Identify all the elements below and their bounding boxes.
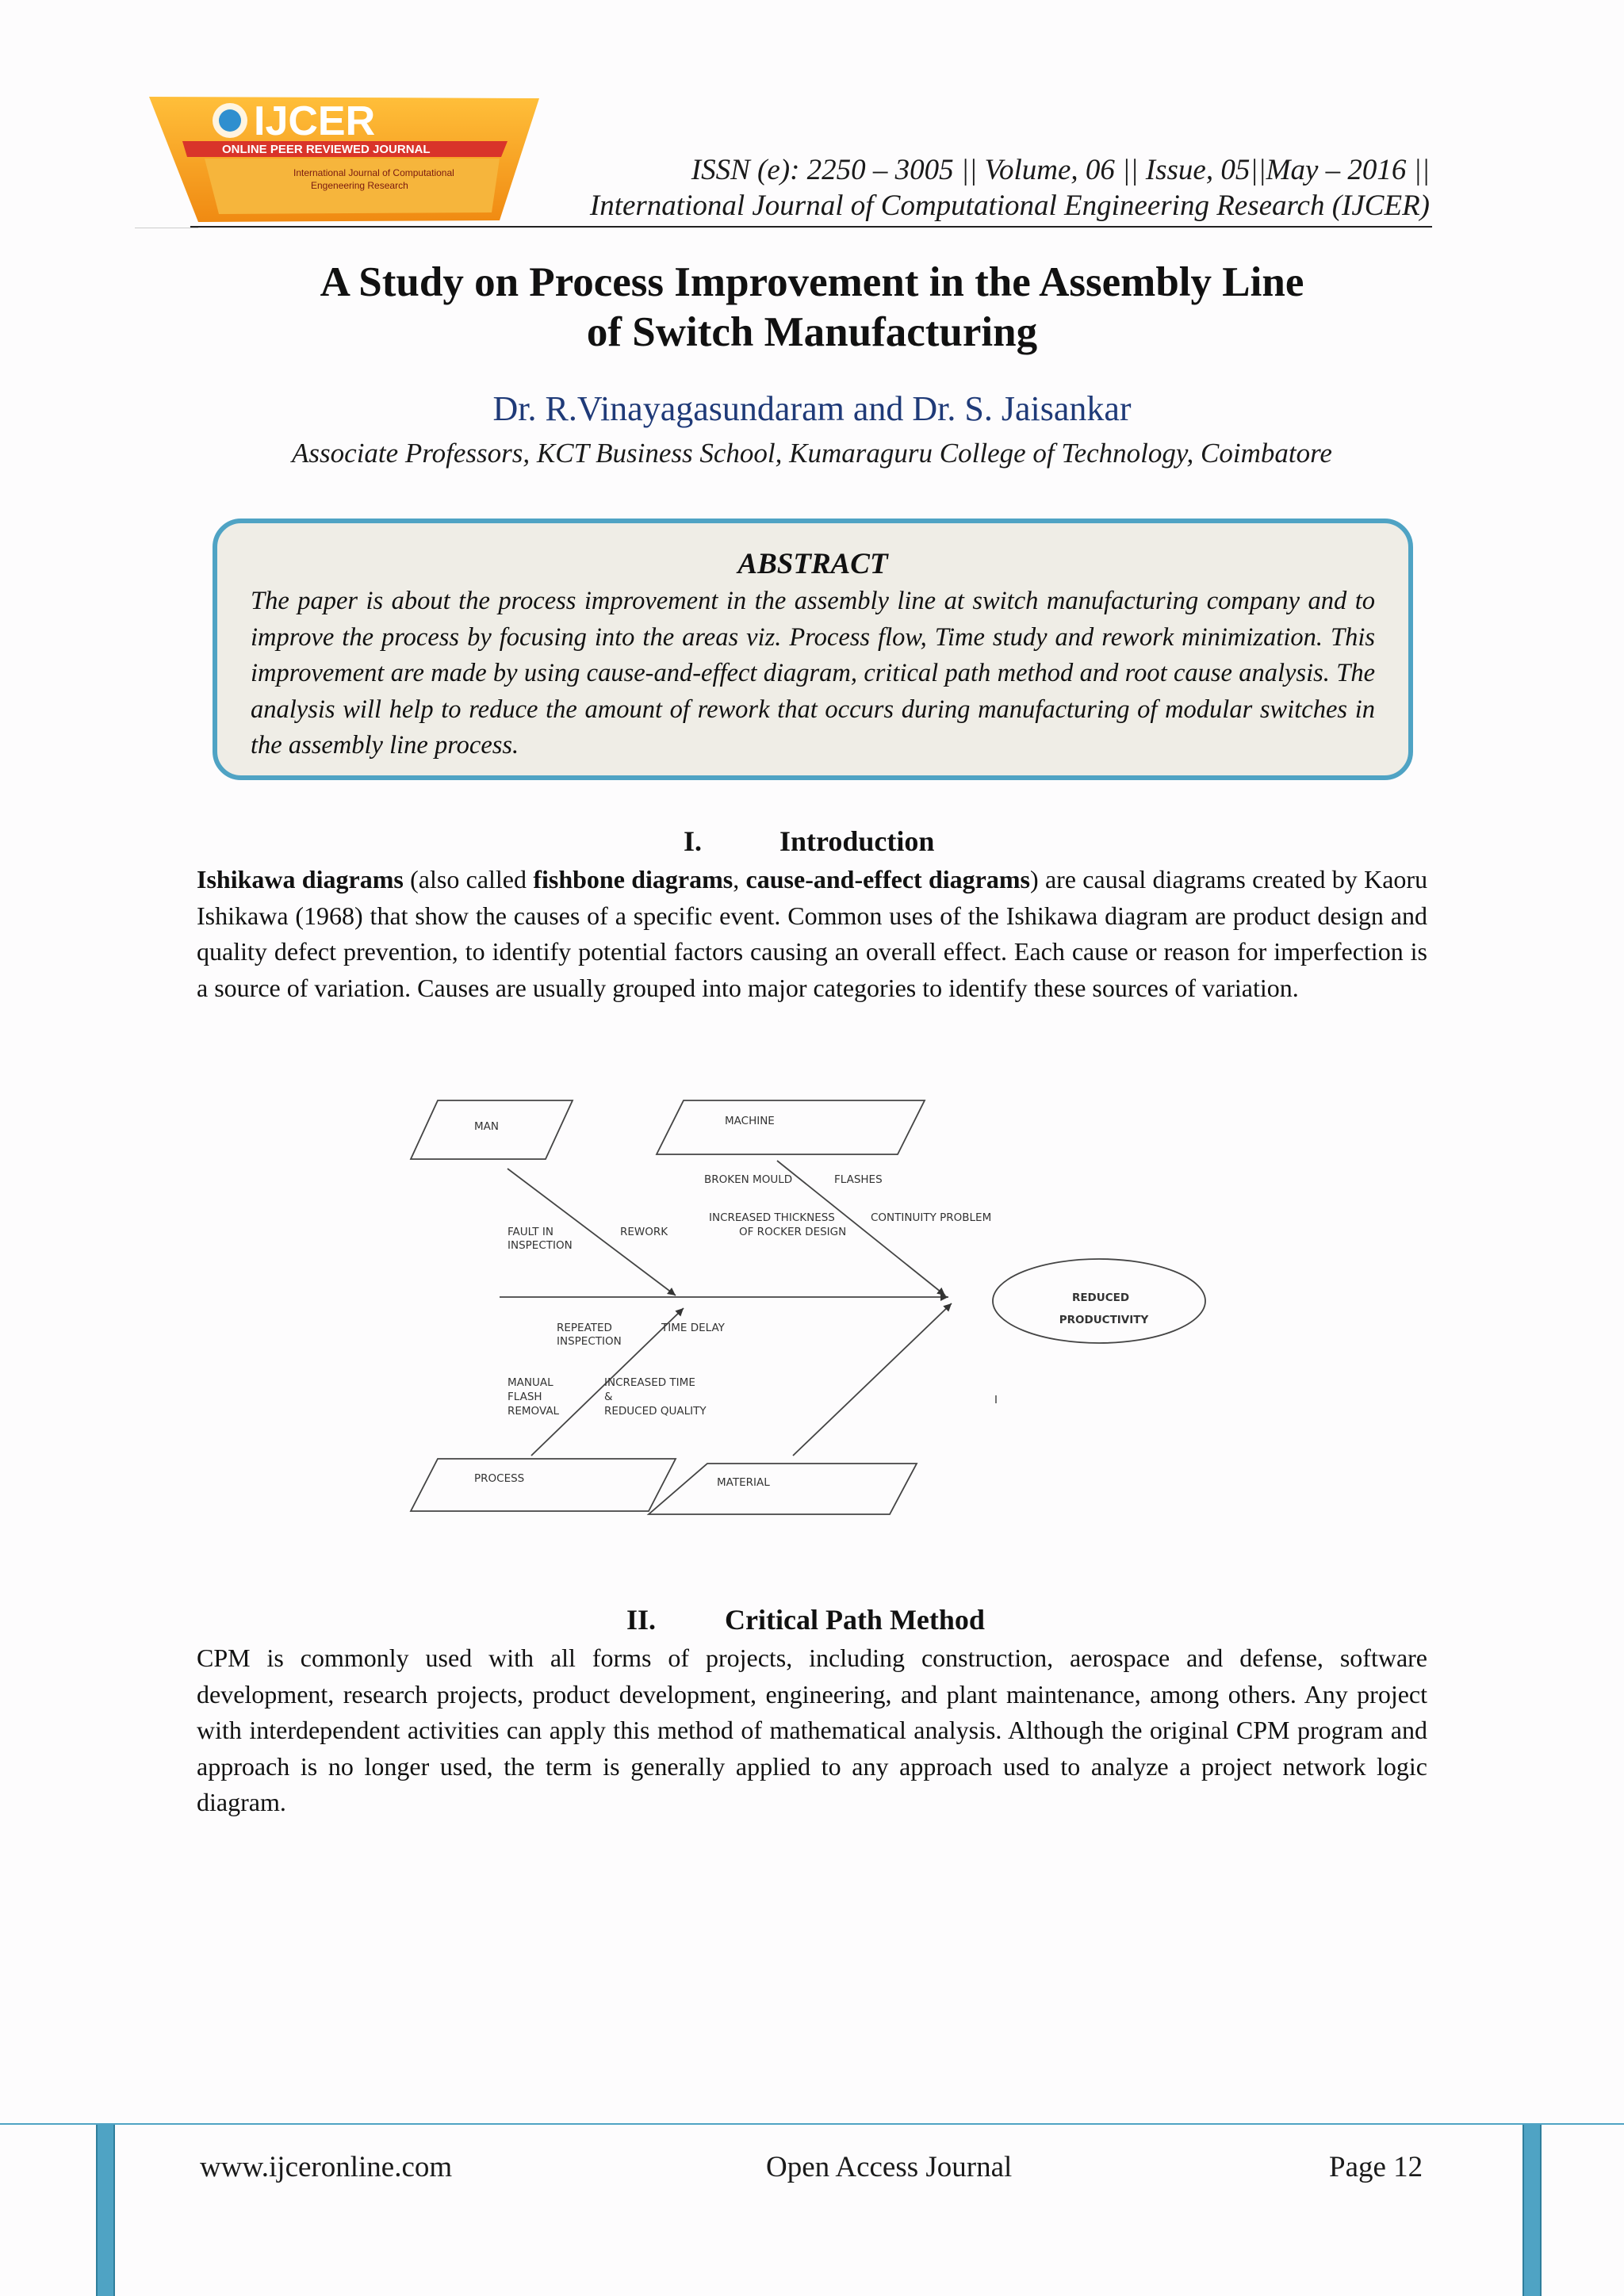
cause-label: FAULT IN: [508, 1226, 553, 1238]
footer-bar-right: [1522, 2125, 1542, 2296]
cause-label: OF ROCKER DESIGN: [739, 1226, 847, 1238]
section-title: Introduction: [779, 825, 935, 857]
section-number: I.: [684, 825, 703, 857]
page-number: Page 12: [1329, 2151, 1423, 2183]
cause-label: REDUCED QUALITY: [604, 1405, 707, 1418]
effect-label: PRODUCTIVITY: [1059, 1314, 1149, 1326]
term-fishbone: fishbone diagrams: [533, 865, 733, 894]
logo-text: IJCER: [254, 98, 376, 144]
category-box-machine: [657, 1100, 925, 1154]
logo-tagline: ONLINE PEER REVIEWED JOURNAL: [222, 143, 431, 156]
category-box-material: [649, 1464, 917, 1514]
journal-name: International Journal of Computational Engineering Research (IJCER): [589, 189, 1430, 222]
author-affiliation: Associate Professors, KCT Business School, Kumaraguru College of Technology, Coimbatore: [292, 438, 1332, 469]
footer-website: www.ijceronline.com: [200, 2151, 453, 2183]
abstract-text: The paper is about the process improvement in the assembly line at switch manufacturing company and to improve the process by focusing into the areas viz. Process flow, Time study and rework minimization. This improvement are made by using cause-and-effect diagram, critical path method and root cause analysis. The analysis will help to reduce the amount of rework that occurs during manufacturing of modular switches in the assembly line process.: [251, 587, 1375, 760]
cause-label: INSPECTION: [508, 1239, 573, 1252]
footer-divider: [0, 2123, 1624, 2125]
intro-text: ,: [733, 865, 746, 894]
paper-title-line-1: A Study on Process Improvement in the Assembly Line: [320, 259, 1304, 305]
cause-label: INSPECTION: [557, 1335, 622, 1348]
cause-label: INCREASED THICKNESS: [709, 1211, 835, 1224]
cause-label: &: [604, 1391, 613, 1403]
cause-label: REWORK: [620, 1226, 668, 1238]
cause-label: BROKEN MOULD: [704, 1173, 793, 1186]
term-ishikawa: Ishikawa diagrams: [197, 865, 404, 894]
logo-subtitle: Engeneering Research: [311, 180, 408, 191]
category-box-process: [411, 1459, 676, 1511]
intro-text: ) are causal diagrams created by Kaoru Ishikawa (1968) that show the causes of a specific event. Common uses of the Ishikawa diagram are product design and quality defect prevention, to identify potential factors causing an overall effect. Each cause or reason for imperfection is a source of variation. Causes are usually grouped into major categories to identify these sources of variation.: [197, 865, 1428, 1002]
section-title: Critical Path Method: [725, 1604, 985, 1636]
intro-text: (also called: [403, 865, 534, 894]
category-man: MAN: [474, 1120, 499, 1133]
cause-label: CONTINUITY PROBLEM: [871, 1211, 992, 1224]
category-process: PROCESS: [474, 1472, 525, 1485]
author-names: Dr. R.Vinayagasundaram and Dr. S. Jaisankar: [492, 389, 1132, 428]
cause-label: FLASH: [508, 1391, 542, 1403]
cpm-paragraph: CPM is commonly used with all forms of projects, including construction, aerospace and defense, software development, research projects, product development, engineering, and plant maintenance, among others. Any project with interdependent activities can apply this method of mathematical analysis. Although the original CPM program and approach is no longer used, the term is generally applied to any approach used to analyze a project network logic diagram.: [197, 1644, 1427, 1816]
cause-label: REPEATED: [557, 1322, 612, 1334]
rib-material: [793, 1303, 952, 1456]
cause-label: TIME DELAY: [661, 1322, 725, 1334]
footer-open-access: Open Access Journal: [766, 2151, 1013, 2183]
category-machine: MACHINE: [725, 1115, 775, 1127]
category-material: MATERIAL: [717, 1476, 770, 1489]
cause-label: REMOVAL: [508, 1405, 560, 1418]
issn-line: ISSN (e): 2250 – 3005 || Volume, 06 || Issue, 05||May – 2016 ||: [691, 154, 1430, 186]
footer-bar-left: [96, 2125, 115, 2296]
cause-label: MANUAL: [508, 1376, 553, 1389]
cause-label: FLASHES: [834, 1173, 883, 1186]
logo-subtitle: International Journal of Computational: [293, 167, 454, 178]
cause-label: INCREASED TIME: [604, 1376, 695, 1389]
stray-mark: I: [994, 1394, 998, 1406]
abstract-heading: ABSTRACT: [737, 548, 888, 580]
effect-label: REDUCED: [1071, 1292, 1130, 1304]
paper-title-line-2: of Switch Manufacturing: [586, 309, 1038, 355]
section-number: II.: [626, 1604, 657, 1636]
term-cause-effect: cause-and-effect diagrams: [745, 865, 1030, 894]
